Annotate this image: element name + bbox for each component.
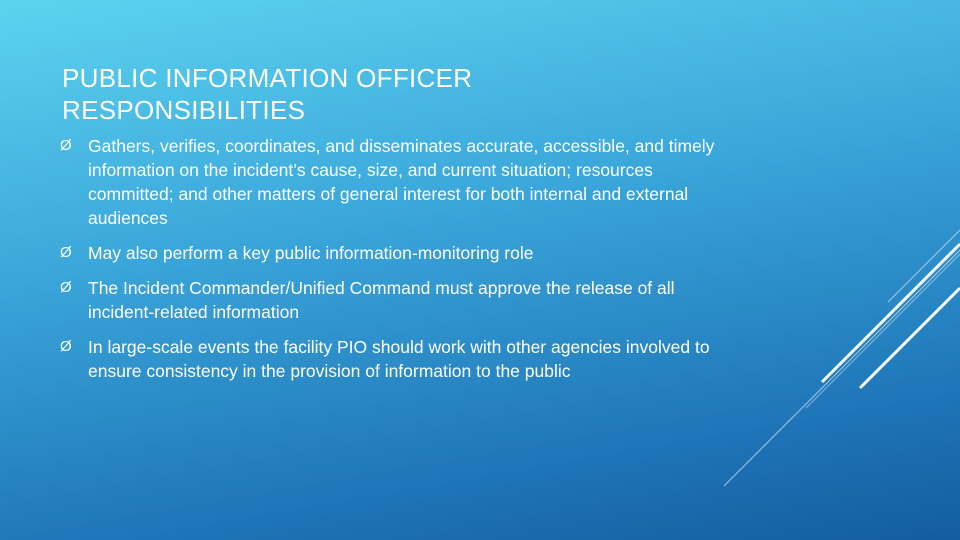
arrowhead-bullet-icon: Ø: [60, 279, 72, 296]
bullet-text: May also perform a key public information-monitoring role: [88, 243, 534, 263]
deco-line-thin: [806, 254, 960, 408]
bullet-text: In large-scale events the facility PIO should work with other agencies involved to ensure consistency in the provision of information to the public: [88, 337, 710, 381]
bullet-list: [60, 134, 740, 394]
arrowhead-bullet-icon: Ø: [60, 338, 72, 355]
arrowhead-bullet-icon: Ø: [60, 244, 72, 261]
bullet-item: [60, 335, 740, 383]
bullet-text: The Incident Commander/Unified Command must approve the release of all incident-related information: [88, 278, 675, 322]
bullet-item: [60, 241, 740, 265]
deco-line-thick: [822, 244, 960, 382]
deco-line-thin: [724, 250, 960, 486]
slide-title: PUBLIC INFORMATION OFFICER RESPONSIBILITIES: [62, 63, 473, 125]
bullet-text: Gathers, verifies, coordinates, and disseminates accurate, accessible, and timely information on the incident’s cause, size, and current situation; resources committed; and other matters of general interest for both internal and external audiences: [88, 136, 715, 228]
deco-line-thick: [860, 288, 960, 388]
deco-line-thin: [888, 230, 960, 302]
bullet-item: [60, 276, 740, 324]
bullet-item: [60, 134, 740, 230]
arrowhead-bullet-icon: Ø: [60, 137, 72, 154]
